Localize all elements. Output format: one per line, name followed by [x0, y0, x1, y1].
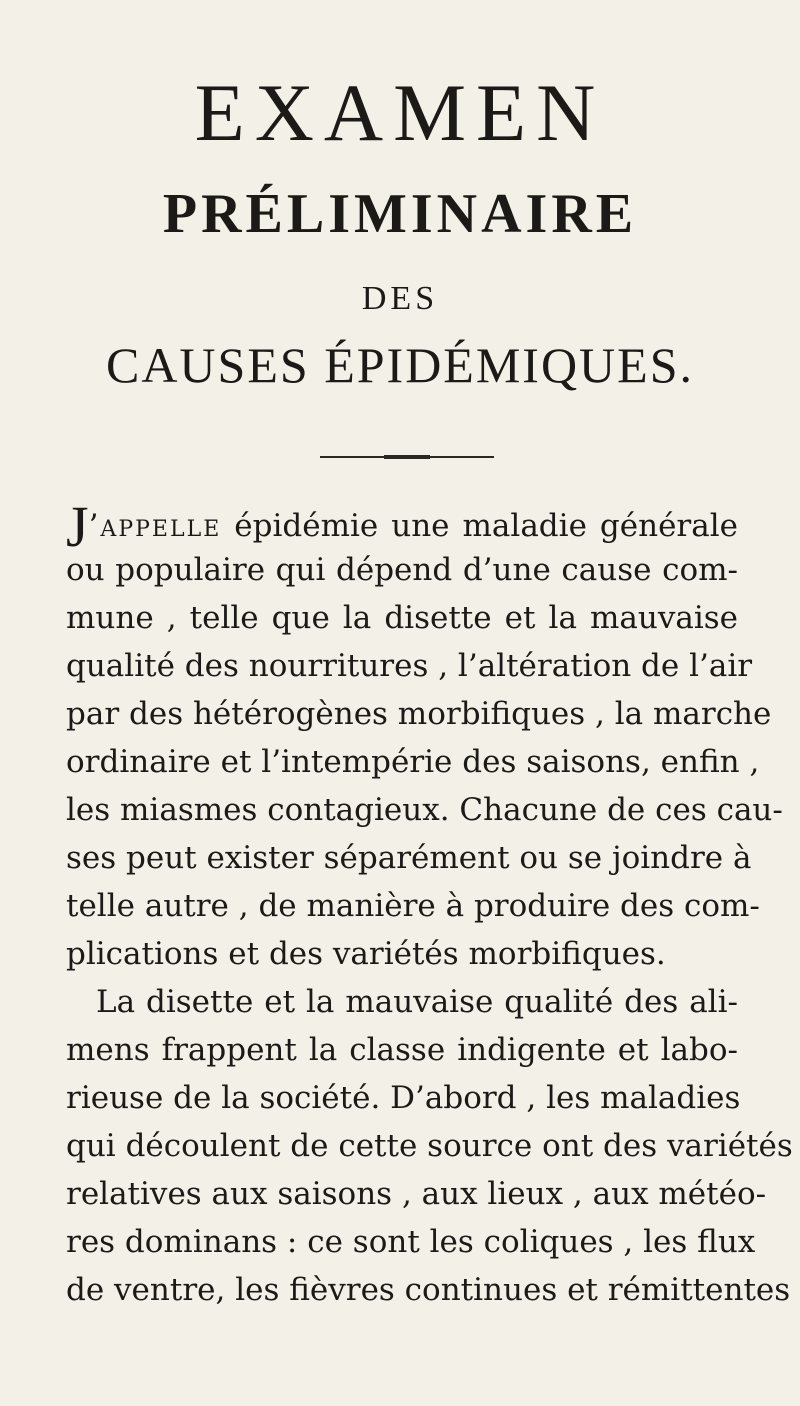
- title-des: DES: [361, 280, 439, 317]
- section-divider-rule: [320, 456, 494, 458]
- text-line: plications et des variétés morbifiques.: [66, 936, 666, 972]
- text-line: mens frappent la classe indigente et labo-: [66, 1032, 738, 1068]
- text-line: relatives aux saisons , aux lieux , aux météo-: [66, 1176, 767, 1212]
- title-causes-epidemiques: CAUSES ÉPIDÉMIQUES.: [105, 337, 695, 393]
- text-line: telle autre , de manière à produire des com-: [66, 888, 760, 924]
- text-line: ou populaire qui dépend d’une cause com-: [66, 552, 738, 588]
- title-preliminaire: PRÉLIMINAIRE: [162, 183, 638, 245]
- text-line: res dominans : ce sont les coliques , les flux: [66, 1224, 756, 1260]
- text-line: de ventre, les fièvres continues et rémittentes: [66, 1272, 791, 1308]
- text-line: rieuse de la société. D’abord , les maladies: [66, 1080, 741, 1116]
- text-line: qualité des nourritures , l’altération de l’air: [66, 648, 753, 684]
- text-line-paragraph-start: La disette et la mauvaise qualité des ali-: [96, 984, 738, 1020]
- drop-cap: J: [66, 494, 89, 559]
- title-examen: EXAMEN: [194, 67, 606, 158]
- text-line: ses peut exister séparément ou se joindre à: [66, 840, 752, 876]
- text-line: ordinaire et l’intempérie des saisons, enfin ,: [66, 744, 760, 780]
- text-line: qui découlent de cette source ont des variétés: [66, 1128, 793, 1164]
- text-line: par des hétérogènes morbifiques , la marche: [66, 696, 772, 732]
- text-line: les miasmes contagieux. Chacune de ces cau-: [66, 792, 783, 828]
- opening-small-caps: ’appelle: [88, 508, 222, 544]
- text-line: mune , telle que la disette et la mauvaise: [66, 600, 738, 636]
- first-line-text: épidémie une maladie générale: [221, 508, 738, 544]
